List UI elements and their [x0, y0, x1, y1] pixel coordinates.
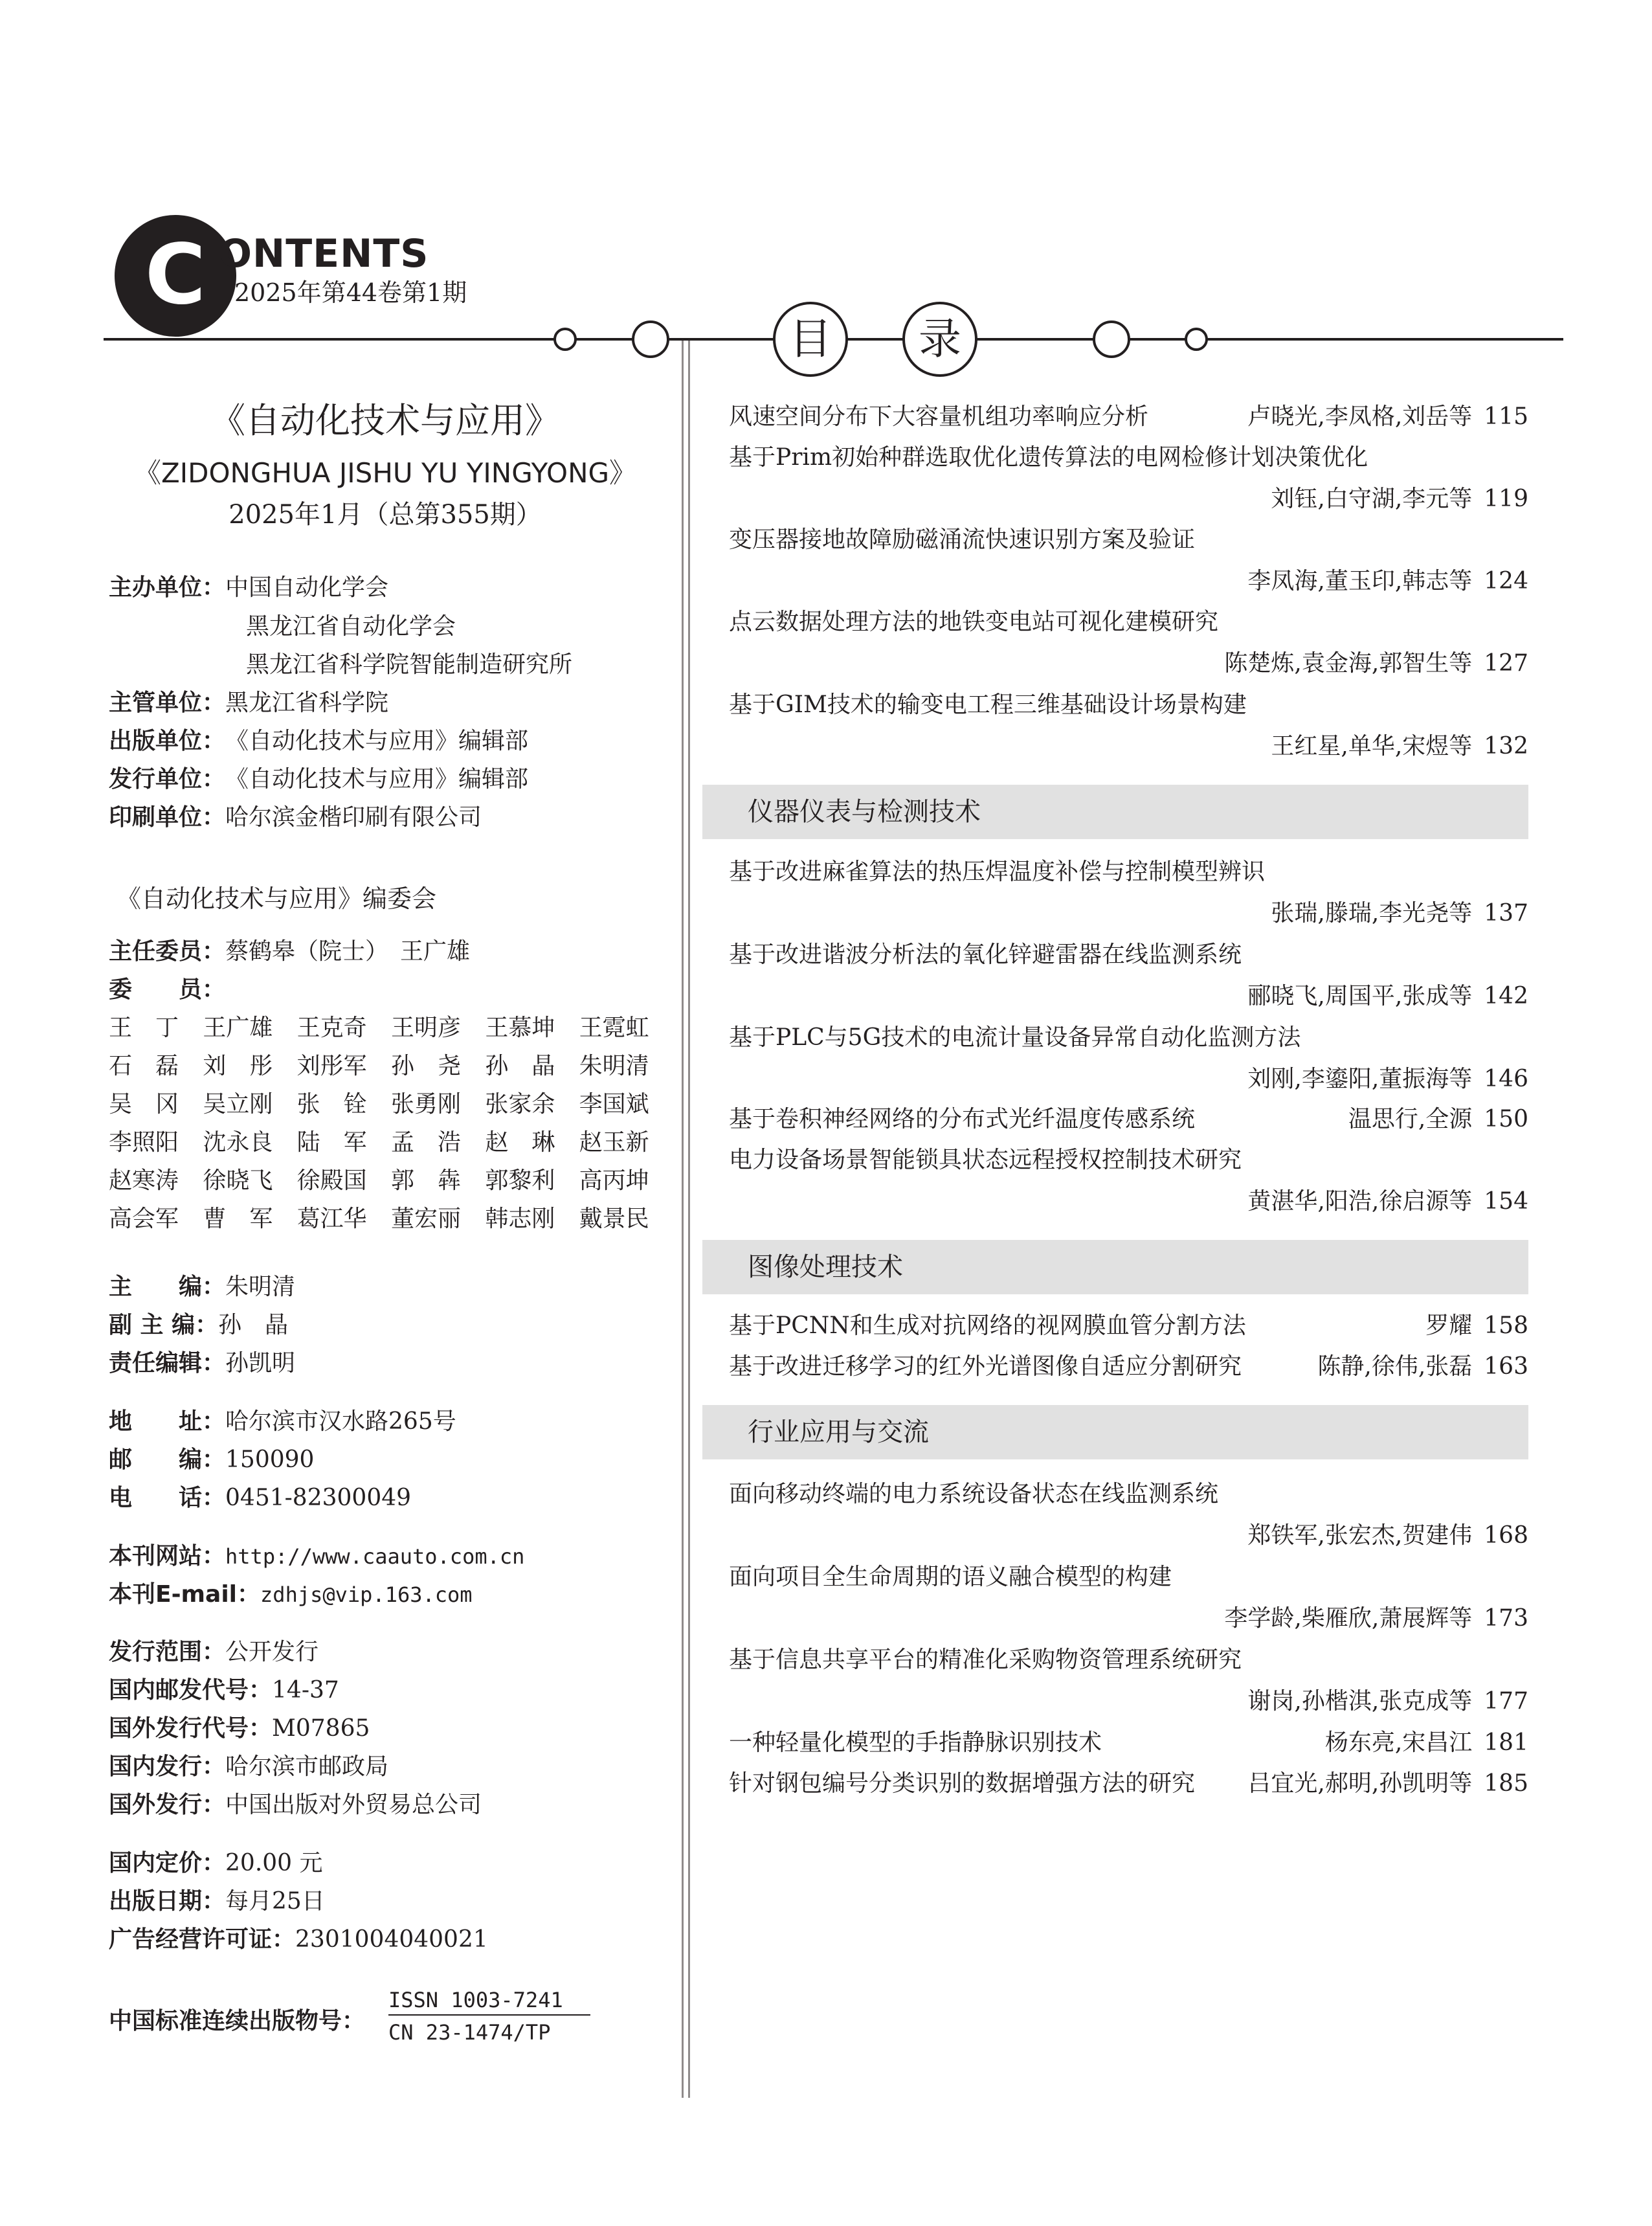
- ornament-circle-2: [632, 320, 669, 358]
- address-value: 哈尔滨市汉水路265号: [225, 1408, 456, 1435]
- phone-value: 0451-82300049: [225, 1485, 412, 1511]
- toc-entry-authors: 吕宜光,郝明,孙凯明等: [1247, 1770, 1473, 1797]
- board-members-label-row: [109, 976, 225, 1004]
- distributor-row: [109, 765, 528, 794]
- board-member: 王 丁: [109, 1015, 179, 1041]
- section-title: 图像处理技术: [748, 1252, 903, 1282]
- phone-row: [109, 1484, 411, 1512]
- toc-entry-meta: [1247, 567, 1528, 596]
- board-member: 赵寒涛: [109, 1167, 179, 1194]
- scope-label: 发行范围：: [109, 1639, 226, 1665]
- website-row: [109, 1542, 524, 1571]
- board-member: 赵 琳: [485, 1129, 555, 1156]
- board-member: 刘彤军: [296, 1053, 367, 1079]
- toc-entry-authors: 李学龄,柴雁欣,萧展辉等: [1224, 1605, 1473, 1632]
- board-members-grid: [109, 1013, 673, 1234]
- postcode-row: [109, 1446, 314, 1474]
- toc-entry-page: 115: [1484, 403, 1528, 430]
- board-member: 李照阳: [109, 1129, 179, 1156]
- toc-entry-page: 150: [1484, 1106, 1528, 1132]
- sponsor-3: 黑龙江省科学院智能制造研究所: [246, 651, 573, 678]
- board-member: 孟 浩: [390, 1129, 461, 1156]
- responsible-editor-label: 责任编辑：: [109, 1350, 226, 1377]
- magazine-pinyin-title: 《ZIDONGHUA JISHU YU YINGYONG》: [133, 457, 637, 489]
- pubdate-label: 出版日期：: [109, 1888, 226, 1915]
- board-member: 石 磊: [109, 1053, 179, 1079]
- sponsor-row: [109, 574, 388, 602]
- toc-entry-authors: 陈楚炼,袁金海,郭智生等: [1224, 650, 1473, 677]
- board-member: 高丙坤: [579, 1167, 649, 1194]
- toc-entry-meta: [1271, 899, 1528, 928]
- issue-line: 2025年第44卷第1期: [234, 278, 467, 307]
- foreign-distributor-row: [109, 1791, 482, 1819]
- section-title: 仪器仪表与检测技术: [748, 797, 981, 827]
- pubdate-value: 每月25日: [225, 1888, 325, 1915]
- cn-value: CN 23-1474/TP: [388, 2020, 551, 2045]
- toc-entry-authors: 王红星,单华,宋煜等: [1271, 733, 1473, 759]
- magazine-title: 《自动化技术与应用》: [210, 400, 560, 441]
- board-member: 王霓虹: [579, 1015, 649, 1041]
- domestic-code-value: 14-37: [272, 1677, 339, 1703]
- supervisor-label: 主管单位：: [109, 690, 226, 716]
- printer-label: 印刷单位：: [109, 804, 226, 831]
- column-divider: [682, 341, 684, 2098]
- website-label: 本刊网站：: [109, 1543, 226, 1569]
- foreign-distributor-value: 中国出版对外贸易总公司: [225, 1792, 482, 1818]
- toc-entry-authors: 杨东亮,宋昌江: [1324, 1729, 1473, 1756]
- mulu-circle-1: [773, 302, 848, 377]
- publisher-row: [109, 727, 528, 756]
- section-header-image-processing: [702, 1240, 1528, 1294]
- postcode-value: 150090: [225, 1446, 315, 1473]
- toc-entry-meta: [1271, 484, 1528, 514]
- svg-text:C: C: [145, 227, 206, 323]
- toc-entry-page: 158: [1484, 1312, 1528, 1339]
- price-row: [109, 1849, 323, 1878]
- foreign-code-value: M07865: [272, 1715, 370, 1742]
- printer-value: 哈尔滨金楷印刷有限公司: [225, 804, 482, 831]
- toc-entry-page: 146: [1484, 1066, 1528, 1092]
- distributor-label: 发行单位：: [109, 766, 226, 793]
- toc-entry-title[interactable]: 面向项目全生命周期的语义融合模型的构建: [729, 1564, 1172, 1590]
- mulu-char-2: 录: [919, 314, 961, 364]
- toc-entry-title[interactable]: 面向移动终端的电力系统设备状态在线监测系统: [729, 1481, 1219, 1507]
- toc-entry-page: 168: [1484, 1522, 1528, 1549]
- toc-entry-authors: 谢岗,孙楷淇,张克成等: [1247, 1688, 1473, 1714]
- foreign-distributor-label: 国外发行：: [109, 1792, 226, 1818]
- toc-entry-title[interactable]: 基于改进谐波分析法的氧化锌避雷器在线监测系统: [729, 941, 1242, 968]
- toc-entry-title[interactable]: 点云数据处理方法的地铁变电站可视化建模研究: [729, 609, 1219, 635]
- board-member: 陆 军: [296, 1129, 367, 1156]
- toc-entry-meta: [1224, 649, 1528, 679]
- chief-editor-value: 朱明清: [225, 1274, 296, 1300]
- board-member: 李国斌: [579, 1091, 649, 1118]
- ornament-circle-4: [1185, 328, 1208, 351]
- email-label: 本刊E-mail：: [109, 1581, 261, 1608]
- price-label: 国内定价：: [109, 1850, 226, 1876]
- toc-entry-page: 137: [1484, 900, 1528, 927]
- publisher-label: 出版单位：: [109, 728, 226, 754]
- section-title: 行业应用与交流: [748, 1417, 929, 1447]
- toc-entry-title: 一种轻量化模型的手指静脉识别技术: [729, 1729, 1102, 1756]
- board-member: 王广雄: [203, 1015, 273, 1041]
- responsible-editor-value: 孙凯明: [225, 1350, 296, 1377]
- supervisor-value: 黑龙江省科学院: [225, 690, 389, 716]
- sponsor-1: 中国自动化学会: [225, 574, 389, 601]
- domestic-distributor-row: [109, 1753, 388, 1781]
- toc-entry-page: 185: [1484, 1770, 1528, 1797]
- toc-entry-page: 127: [1484, 650, 1528, 677]
- board-member: 徐殿国: [296, 1167, 367, 1194]
- toc-entry-page: 181: [1484, 1729, 1528, 1756]
- toc-entry-page: 119: [1484, 486, 1528, 512]
- board-member: 曹 军: [203, 1206, 273, 1232]
- sponsor-2: 黑龙江省自动化学会: [246, 613, 456, 640]
- pubdate-row: [109, 1887, 325, 1916]
- toc-entry[interactable]: [729, 1105, 1528, 1134]
- ad-license-row: [109, 1926, 488, 1954]
- distributor-value: 《自动化技术与应用》编辑部: [225, 766, 529, 793]
- board-member: 张 铨: [296, 1091, 367, 1118]
- toc-entry-page: 177: [1484, 1688, 1528, 1714]
- toc-entry-page: 142: [1484, 983, 1528, 1009]
- board-member: 戴景民: [579, 1206, 649, 1232]
- foreign-code-label: 国外发行代号：: [109, 1715, 273, 1742]
- supervisor-row: [109, 689, 388, 717]
- ad-license-label: 广告经营许可证：: [109, 1926, 296, 1953]
- board-member: 张家余: [485, 1091, 555, 1118]
- section-header-industry-applications: [702, 1405, 1528, 1459]
- toc-entry[interactable]: [729, 1311, 1528, 1341]
- domestic-distributor-label: 国内发行：: [109, 1753, 226, 1780]
- toc-entry[interactable]: [729, 402, 1528, 432]
- toc-entry-title: 针对钢包编号分类识别的数据增强方法的研究: [729, 1770, 1196, 1797]
- board-director-row: [109, 938, 470, 966]
- toc-entry-page: 173: [1484, 1605, 1528, 1632]
- board-member: 沈永良: [203, 1129, 273, 1156]
- toc-entry-title: 风速空间分布下大容量机组功率响应分析: [729, 403, 1149, 430]
- ad-license-value: 2301004040021: [295, 1926, 488, 1953]
- foreign-code-row: [109, 1714, 370, 1743]
- toc-entry-meta: [1247, 982, 1528, 1011]
- editorial-board-title: 《自动化技术与应用》编委会: [117, 884, 437, 913]
- issn-fraction-rule: [388, 2014, 590, 2016]
- chief-editor-row: [109, 1273, 295, 1301]
- toc-entry-meta: [1247, 1064, 1528, 1094]
- toc-entry-authors: 刘钰,白守湖,李元等: [1271, 486, 1473, 512]
- price-value: 20.00 元: [225, 1850, 323, 1876]
- toc-entry-title: 基于PCNN和生成对抗网络的视网膜血管分割方法: [729, 1312, 1246, 1339]
- toc-entry-meta: [1224, 1604, 1528, 1634]
- board-member: 赵玉新: [579, 1129, 649, 1156]
- section-header-instruments: [702, 785, 1528, 839]
- toc-entry-title[interactable]: 基于改进麻雀算法的热压焊温度补偿与控制模型辨识: [729, 859, 1266, 885]
- chief-editor-label: 主 编：: [109, 1274, 226, 1300]
- members-label: 委 员：: [109, 976, 226, 1003]
- board-member: 高会军: [109, 1206, 179, 1232]
- toc-entry-authors: 刘刚,李鎏阳,董振海等: [1247, 1066, 1473, 1092]
- deputy-editor-label: 副 主 编：: [109, 1312, 219, 1338]
- toc-entry-authors: 黄湛华,阳浩,徐启源等: [1247, 1188, 1473, 1215]
- deputy-editor-value: 孙 晶: [218, 1312, 289, 1338]
- ornament-circle-1: [553, 328, 577, 351]
- toc-entry-page: 132: [1484, 733, 1528, 759]
- toc-entry-meta: [1271, 732, 1528, 761]
- phone-label: 电 话：: [109, 1485, 226, 1511]
- ornament-circle-3: [1093, 320, 1130, 358]
- domestic-distributor-value: 哈尔滨市邮政局: [225, 1753, 389, 1780]
- board-member: 董宏丽: [390, 1206, 461, 1232]
- toc-entry-title[interactable]: 基于GIM技术的输变电工程三维基础设计场景构建: [729, 691, 1247, 718]
- board-member: 孙 晶: [485, 1053, 555, 1079]
- toc-entry-title: 基于改进迁移学习的红外光谱图像自适应分割研究: [729, 1353, 1242, 1380]
- address-label: 地 址：: [109, 1408, 226, 1435]
- toc-entry-authors: 罗耀: [1425, 1312, 1473, 1339]
- mulu-char-1: 目: [789, 314, 832, 364]
- board-member: 韩志刚: [485, 1206, 555, 1232]
- scope-row: [109, 1638, 318, 1667]
- toc-entry-authors: 陈静,徐伟,张磊: [1317, 1353, 1473, 1380]
- board-member: 吴 冈: [109, 1091, 179, 1118]
- board-member: 郭黎利: [485, 1167, 555, 1194]
- board-member: 王克奇: [296, 1015, 367, 1041]
- domestic-code-label: 国内邮发代号：: [109, 1677, 273, 1703]
- domestic-code-row: [109, 1676, 339, 1705]
- toc-entry-authors: 温思行,全源: [1348, 1106, 1473, 1132]
- printer-row: [109, 804, 482, 832]
- toc-entry-page: 124: [1484, 568, 1528, 594]
- board-member: 徐晓飞: [203, 1167, 273, 1194]
- toc-entry[interactable]: [729, 1728, 1528, 1758]
- toc-entry-title: 基于卷积神经网络的分布式光纤温度传感系统: [729, 1106, 1196, 1132]
- toc-entry-authors: 郦晓飞,周国平,张成等: [1247, 983, 1473, 1009]
- board-member: 孙 尧: [390, 1053, 461, 1079]
- director-value: 蔡鹤皋（院士） 王广雄: [225, 938, 471, 965]
- email-link[interactable]: zdhjs@vip.163.com: [260, 1582, 473, 1607]
- toc-entry-authors: 李凤海,董玉印,韩志等: [1247, 568, 1473, 594]
- toc-entry-title[interactable]: 基于PLC与5G技术的电流计量设备异常自动化监测方法: [729, 1024, 1301, 1051]
- board-member: 刘 彤: [203, 1053, 273, 1079]
- board-member: 吴立刚: [203, 1091, 273, 1118]
- board-member: 王明彦: [390, 1015, 461, 1041]
- magazine-issue-date: 2025年1月（总第355期）: [229, 500, 542, 530]
- responsible-editor-row: [109, 1349, 295, 1378]
- toc-entry-meta: [1247, 1521, 1528, 1551]
- toc-entry-authors: 卢晓光,李凤格,刘岳等: [1247, 403, 1473, 430]
- director-label: 主任委员：: [109, 938, 226, 965]
- toc-entry-title[interactable]: 电力设备场景智能锁具状态远程授权控制技术研究: [729, 1147, 1242, 1173]
- toc-entry-title[interactable]: 基于信息共享平台的精准化采购物资管理系统研究: [729, 1647, 1242, 1673]
- issn-value: ISSN 1003-7241: [388, 1988, 563, 2012]
- publisher-value: 《自动化技术与应用》编辑部: [225, 728, 529, 754]
- scope-value: 公开发行: [225, 1639, 319, 1665]
- column-divider: [688, 341, 690, 2098]
- postcode-label: 邮 编：: [109, 1446, 226, 1473]
- address-row: [109, 1408, 456, 1436]
- toc-entry-authors: 张瑞,滕瑞,李光尧等: [1271, 900, 1473, 927]
- board-member: 郭 犇: [390, 1167, 461, 1194]
- board-member: 王慕坤: [485, 1015, 555, 1041]
- toc-entry-page: 163: [1484, 1353, 1528, 1380]
- toc-entry-title[interactable]: 变压器接地故障励磁涌流快速识别方案及验证: [729, 526, 1196, 553]
- website-link[interactable]: http://www.caauto.com.cn: [225, 1544, 525, 1569]
- toc-entry-authors: 郑铁军,张宏杰,贺建伟: [1247, 1522, 1473, 1549]
- board-member: 朱明清: [579, 1053, 649, 1079]
- sponsor-label: 主办单位：: [109, 574, 226, 601]
- toc-entry-page: 154: [1484, 1188, 1528, 1215]
- toc-entry-meta: [1247, 1187, 1528, 1217]
- board-member: 葛江华: [296, 1206, 367, 1232]
- toc-entry-meta: [1247, 1687, 1528, 1716]
- toc-entry[interactable]: [729, 1352, 1528, 1382]
- mulu-circle-2: [902, 302, 977, 377]
- board-member: 张勇刚: [390, 1091, 461, 1118]
- contents-heading: ONTENTS: [219, 231, 429, 276]
- serial-number-label: 中国标准连续出版物号：: [109, 2008, 366, 2034]
- toc-entry[interactable]: [729, 1769, 1528, 1799]
- email-row: [109, 1580, 473, 1609]
- deputy-editor-row: [109, 1311, 288, 1340]
- toc-entry-title[interactable]: 基于Prim初始种群选取优化遗传算法的电网检修计划决策优化: [729, 444, 1368, 471]
